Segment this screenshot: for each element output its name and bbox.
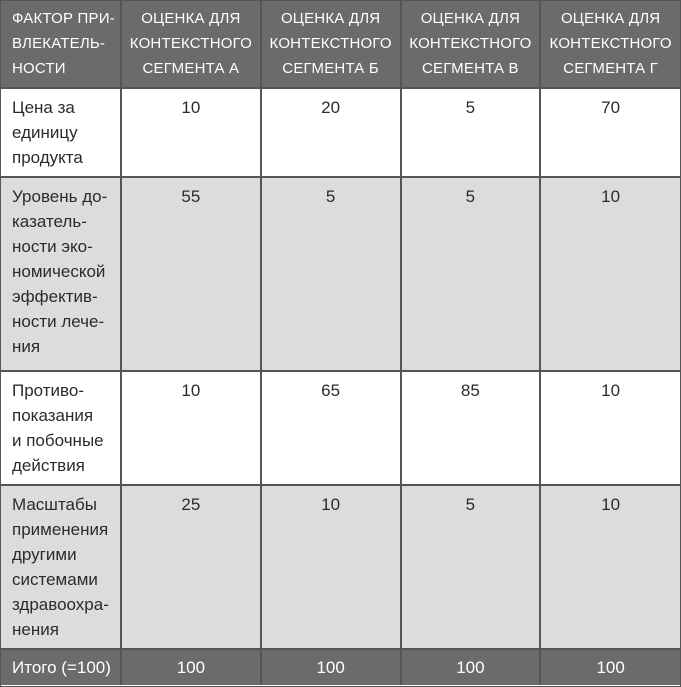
score-cell: 10	[540, 371, 680, 485]
score-cell: 10	[540, 177, 680, 371]
header-segment-a: ОЦЕНКА ДЛЯ КОНТЕКСТНОГО СЕГМЕНТА А	[121, 1, 261, 88]
score-cell: 10	[121, 88, 261, 177]
total-row	[1, 649, 680, 685]
score-cell: 10	[121, 371, 261, 485]
score-cell: 10	[261, 485, 401, 649]
factor-cell: Цена за единицу продукта	[1, 88, 121, 177]
table-header	[1, 1, 680, 88]
score-cell: 5	[401, 485, 541, 649]
score-cell: 55	[121, 177, 261, 371]
header-segment-g: ОЦЕНКА ДЛЯ КОНТЕКСТНОГО СЕГМЕНТА Г	[540, 1, 680, 88]
table-row	[1, 485, 680, 649]
score-cell: 5	[261, 177, 401, 371]
table-footer	[1, 649, 680, 685]
score-cell: 85	[401, 371, 541, 485]
total-cell: 100	[540, 649, 680, 685]
total-label: Итого (=100)	[1, 649, 121, 685]
score-cell: 10	[540, 485, 680, 649]
header-factor: ФАКТОР ПРИ- ВЛЕКАТЕЛЬ- НОСТИ	[1, 1, 121, 88]
score-cell: 5	[401, 177, 541, 371]
table-row	[1, 177, 680, 371]
header-row	[1, 1, 680, 88]
factor-cell: Уровень до- казатель- ности эко- номической эффектив- ности лече- ния	[1, 177, 121, 371]
score-cell: 70	[540, 88, 680, 177]
score-cell: 20	[261, 88, 401, 177]
score-cell: 65	[261, 371, 401, 485]
scoring-table	[1, 1, 680, 685]
score-cell: 25	[121, 485, 261, 649]
factor-cell: Масштабы применения другими системами здравоохра- нения	[1, 485, 121, 649]
header-segment-v: ОЦЕНКА ДЛЯ КОНТЕКСТНОГО СЕГМЕНТА В	[401, 1, 541, 88]
score-cell: 5	[401, 88, 541, 177]
header-segment-b: ОЦЕНКА ДЛЯ КОНТЕКСТНОГО СЕГМЕНТА Б	[261, 1, 401, 88]
table-row	[1, 371, 680, 485]
table-row	[1, 88, 680, 177]
total-cell: 100	[261, 649, 401, 685]
total-cell: 100	[401, 649, 541, 685]
total-cell: 100	[121, 649, 261, 685]
factor-cell: Противо- показания и побочные действия	[1, 371, 121, 485]
table-body	[1, 88, 680, 649]
